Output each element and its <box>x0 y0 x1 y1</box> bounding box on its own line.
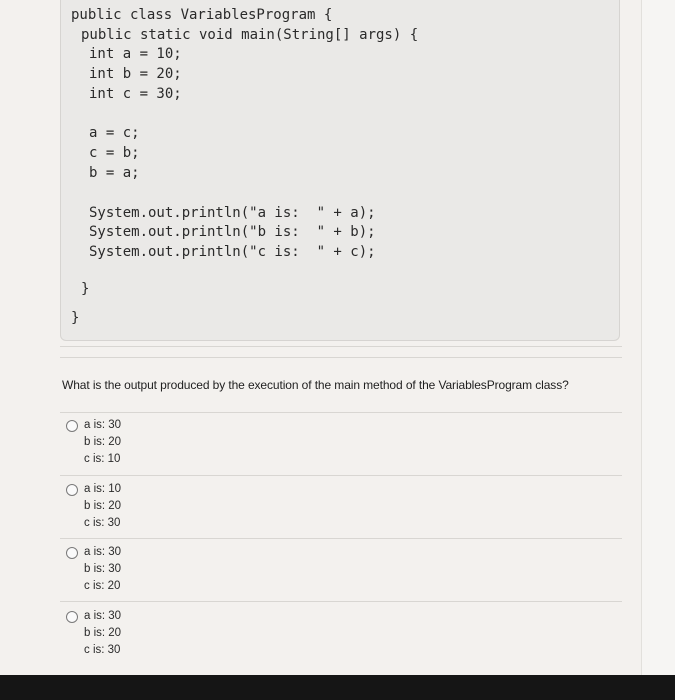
code-block <box>60 0 620 341</box>
divider <box>60 357 622 358</box>
code-line: int a = 10; <box>89 46 182 62</box>
radio-button[interactable] <box>66 611 78 623</box>
option-line: b is: 20 <box>84 436 122 448</box>
option-line: a is: 30 <box>84 419 122 431</box>
option-line: b is: 30 <box>84 563 122 575</box>
code-line: } <box>81 281 90 297</box>
code-line: public static void main(String[] args) { <box>81 27 419 43</box>
option-line: a is: 10 <box>84 483 122 495</box>
answer-option-3[interactable] <box>66 545 616 605</box>
divider <box>60 601 622 602</box>
right-panel <box>641 0 675 675</box>
option-line: b is: 20 <box>84 500 122 512</box>
code-line: int b = 20; <box>89 66 182 82</box>
code-line: b = a; <box>89 165 140 181</box>
option-line: b is: 20 <box>84 627 122 639</box>
answer-option-1[interactable] <box>66 418 616 478</box>
option-line: a is: 30 <box>84 610 122 622</box>
radio-button[interactable] <box>66 547 78 559</box>
bottom-bar <box>0 675 675 700</box>
code-line: public class VariablesProgram { <box>71 7 333 23</box>
code-line: c = b; <box>89 145 140 161</box>
code-line: a = c; <box>89 125 140 141</box>
code-line: System.out.println("a is: " + a); <box>89 205 376 221</box>
radio-button[interactable] <box>66 484 78 496</box>
code-line: int c = 30; <box>89 86 182 102</box>
answer-option-4[interactable] <box>66 609 616 669</box>
divider <box>60 346 622 347</box>
question-text: What is the output produced by the execution of the main method of the VariablesProgram class? <box>62 378 569 392</box>
code-line: } <box>71 310 80 326</box>
option-line: c is: 30 <box>84 644 121 656</box>
option-line: c is: 30 <box>84 517 121 529</box>
radio-button[interactable] <box>66 420 78 432</box>
divider <box>60 475 622 476</box>
code-line: System.out.println("c is: " + c); <box>89 244 376 260</box>
option-line: c is: 10 <box>84 453 121 465</box>
divider <box>60 538 622 539</box>
option-line: c is: 20 <box>84 580 121 592</box>
code-line: System.out.println("b is: " + b); <box>89 224 376 240</box>
answer-option-2[interactable] <box>66 482 616 542</box>
option-line: a is: 30 <box>84 546 122 558</box>
divider <box>60 412 622 413</box>
